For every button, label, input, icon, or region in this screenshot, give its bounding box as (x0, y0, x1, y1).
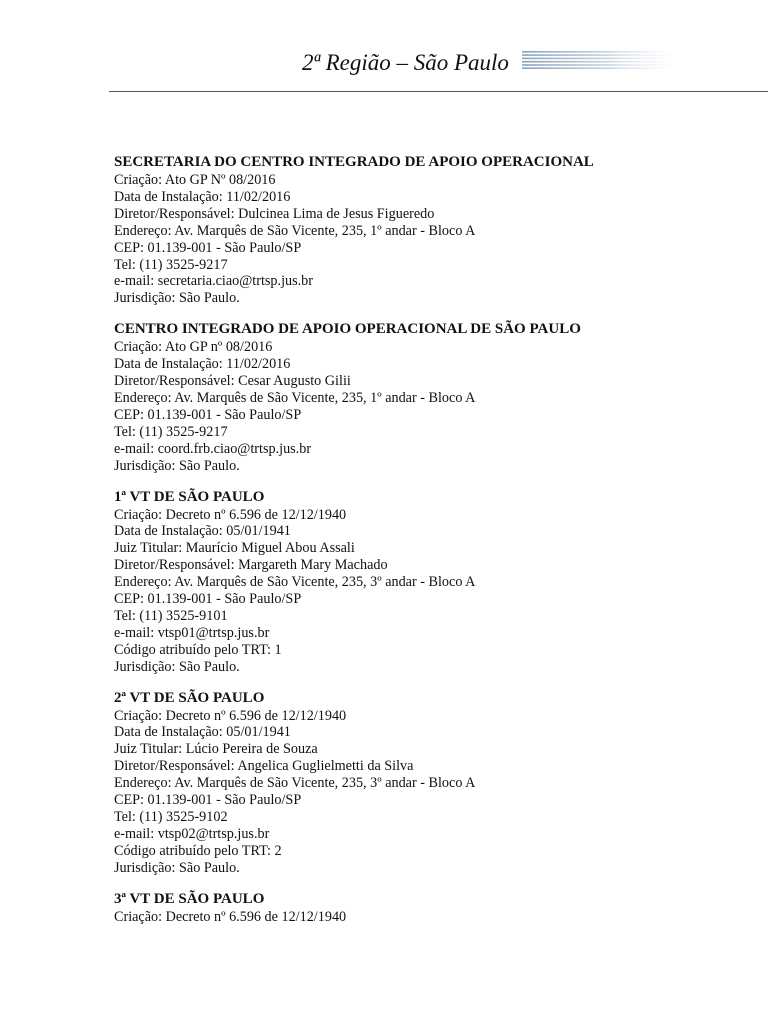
detail-diretor: Diretor/Responsável: Dulcinea Lima de Jesus Figueredo (114, 205, 435, 222)
detail-endereco: Endereço: Av. Marquês de São Vicente, 235, 3º andar - Bloco A (114, 775, 476, 792)
detail-jurisdicao: Jurisdição: São Paulo. (114, 859, 240, 876)
detail-cep: CEP: 01.139-001 - São Paulo/SP (114, 406, 302, 423)
section-details (114, 507, 754, 676)
detail-endereco: Endereço: Av. Marquês de São Vicente, 235, 1º andar - Bloco A (114, 389, 476, 406)
detail-tel: Tel: (11) 3525-9101 (114, 607, 228, 624)
section-title: 1ª VT DE SÃO PAULO (114, 488, 265, 505)
detail-email: e-mail: secretaria.ciao@trtsp.jus.br (114, 273, 313, 290)
detail-cep: CEP: 01.139-001 - São Paulo/SP (114, 792, 302, 809)
detail-cep: CEP: 01.139-001 - São Paulo/SP (114, 591, 302, 608)
detail-jurisdicao: Jurisdição: São Paulo. (114, 290, 240, 307)
detail-diretor: Diretor/Responsável: Margareth Mary Machado (114, 557, 388, 574)
detail-criacao: Criação: Decreto nº 6.596 de 12/12/1940 (114, 707, 347, 724)
section-1-vt-sao-paulo (114, 488, 754, 676)
detail-email: e-mail: vtsp02@trtsp.jus.br (114, 825, 270, 842)
detail-juiz-titular: Juiz Titular: Maurício Miguel Abou Assali (114, 540, 355, 557)
detail-tel: Tel: (11) 3525-9217 (114, 423, 228, 440)
detail-jurisdicao: Jurisdição: São Paulo. (114, 457, 240, 474)
detail-codigo-trt: Código atribuído pelo TRT: 1 (114, 641, 282, 658)
detail-tel: Tel: (11) 3525-9102 (114, 809, 228, 825)
header-decoration-stripes (522, 51, 672, 69)
detail-endereco: Endereço: Av. Marquês de São Vicente, 235, 1º andar - Bloco A (114, 222, 476, 239)
detail-criacao: Criação: Ato GP nº 08/2016 (114, 339, 273, 356)
detail-diretor: Diretor/Responsável: Cesar Augusto Gilii (114, 373, 351, 390)
document-body (114, 153, 754, 939)
section-2-vt-sao-paulo (114, 689, 754, 877)
page-header (0, 0, 768, 100)
section-details (114, 172, 754, 307)
detail-criacao: Criação: Decreto nº 6.596 de 12/12/1940 (114, 506, 347, 523)
detail-tel: Tel: (11) 3525-9217 (114, 256, 228, 273)
section-title: CENTRO INTEGRADO DE APOIO OPERACIONAL DE SÃO PAULO (114, 321, 581, 338)
detail-email: e-mail: coord.frb.ciao@trtsp.jus.br (114, 440, 312, 457)
section-details (114, 909, 754, 926)
section-title: 2ª VT DE SÃO PAULO (114, 689, 265, 706)
detail-criacao: Criação: Ato GP Nº 08/2016 (114, 172, 276, 188)
section-secretaria-ciao (114, 153, 754, 307)
detail-data-instalacao: Data de Instalação: 05/01/1941 (114, 523, 291, 540)
detail-criacao: Criação: Decreto nº 6.596 de 12/12/1940 (114, 908, 347, 925)
header-divider (109, 91, 768, 92)
detail-data-instalacao: Data de Instalação: 05/01/1941 (114, 724, 291, 741)
detail-data-instalacao: Data de Instalação: 11/02/2016 (114, 356, 291, 373)
detail-jurisdicao: Jurisdição: São Paulo. (114, 658, 240, 675)
section-ciao-sao-paulo (114, 320, 754, 474)
section-title: SECRETARIA DO CENTRO INTEGRADO DE APOIO OPERACIONAL (114, 154, 594, 170)
detail-juiz-titular: Juiz Titular: Lúcio Pereira de Souza (114, 741, 318, 758)
detail-diretor: Diretor/Responsável: Angelica Guglielmetti da Silva (114, 758, 414, 775)
detail-endereco: Endereço: Av. Marquês de São Vicente, 235, 3º andar - Bloco A (114, 574, 476, 591)
section-details (114, 708, 754, 877)
detail-codigo-trt: Código atribuído pelo TRT: 2 (114, 842, 282, 859)
detail-data-instalacao: Data de Instalação: 11/02/2016 (114, 188, 291, 205)
detail-email: e-mail: vtsp01@trtsp.jus.br (114, 624, 270, 641)
section-3-vt-sao-paulo (114, 890, 754, 926)
page-header-title: 2ª Região – São Paulo (302, 50, 509, 75)
section-title: 3ª VT DE SÃO PAULO (114, 890, 265, 907)
detail-cep: CEP: 01.139-001 - São Paulo/SP (114, 239, 302, 256)
section-details (114, 339, 754, 474)
